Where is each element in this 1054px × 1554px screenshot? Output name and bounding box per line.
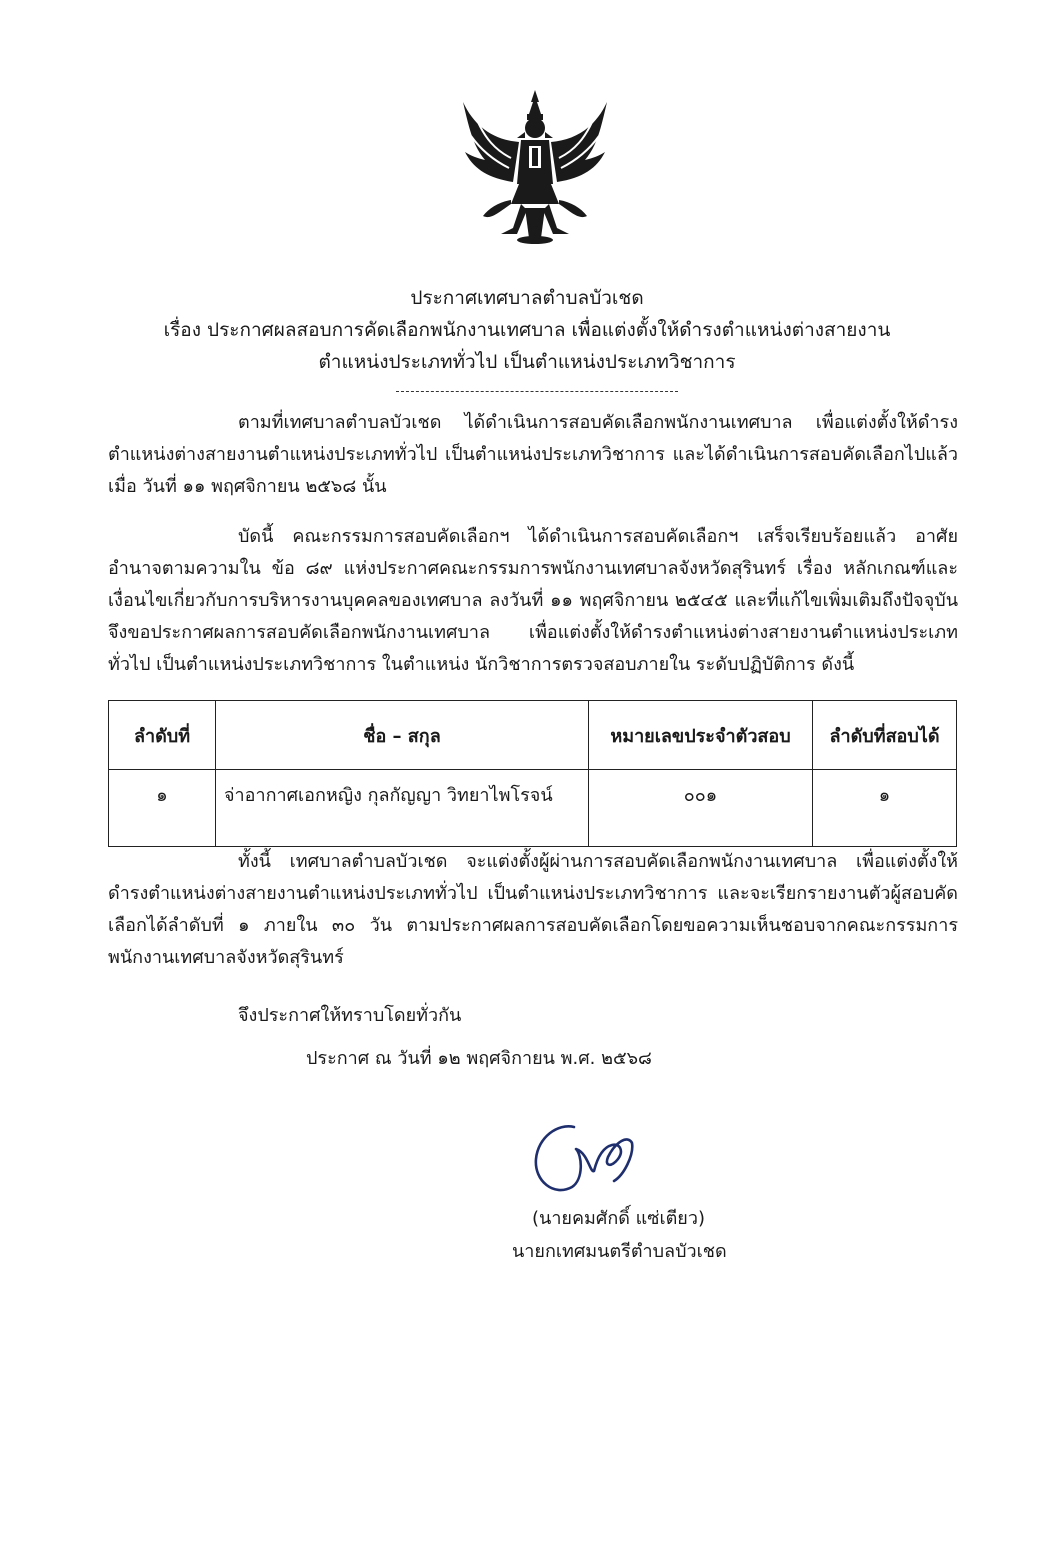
table-row: [109, 770, 957, 847]
garuda-emblem-icon: [455, 88, 615, 248]
cell-exam-id: ๐๐๑: [589, 770, 813, 847]
table-header-row: [109, 701, 957, 770]
announcement-date: ประกาศ ณ วันที่ ๑๒ พฤศจิกายน พ.ศ. ๒๕๖๘: [306, 1048, 652, 1069]
cell-name: จ่าอากาศเอกหญิง กุลกัญญา วิทยาไพโรจน์: [216, 770, 589, 847]
body-paragraph-1: ตามที่เทศบาลตำบลบัวเชด ได้ดำเนินการสอบคัดเลือกพนักงานเทศบาล เพื่อแต่งตั้งให้ดำรงตำแหน่งต่างสายงานตำแหน่งประเภททั่วไป เป็นตำแหน่งประเภทวิชาการ และได้ดำเนินการสอบคัดเลือกไปแล้วเมื่อ วันที่ ๑๑ พฤศจิกายน ๒๕๖๘ นั้น: [108, 412, 958, 497]
cell-order: ๑: [109, 770, 216, 847]
signatory-name: (นายคมศักดิ์ แซ่เตียว): [532, 1208, 705, 1229]
closing-announcement: จึงประกาศให้ทราบโดยทั่วกัน: [238, 1005, 462, 1026]
column-header-rank: ลำดับที่สอบได้: [813, 701, 957, 770]
body-paragraph-2: บัดนี้ คณะกรรมการสอบคัดเลือกฯ ได้ดำเนินการสอบคัดเลือกฯ เสร็จเรียบร้อยแล้ว อาศัยอำนาจตามความใน ข้อ ๘๙ แห่งประกาศคณะกรรมการพนักงานเทศบาลจังหวัดสุรินทร์ เรื่อง หลักเกณฑ์และเงื่อนไขเกี่ยวกับการบริหารงานบุคคลของเทศบาล ลงวันที่ ๑๑ พฤศจิกายน ๒๕๔๕ และที่แก้ไขเพิ่มเติมถึงปัจจุบัน จึงขอประกาศผลการสอบคัดเลือกพนักงานเทศบาล เพื่อแต่งตั้งให้ดำรงตำแหน่งต่างสายงานตำแหน่งประเภททั่วไป เป็นตำแหน่งประเภทวิชาการ ในตำแหน่ง นักวิชาการตรวจสอบภายใน ระดับปฏิบัติการ ดังนี้: [108, 526, 958, 675]
column-header-exam-id: หมายเลขประจำตัวสอบ: [589, 701, 813, 770]
column-header-order: ลำดับที่: [109, 701, 216, 770]
results-table: [108, 700, 957, 847]
body-paragraph-3: ทั้งนี้ เทศบาลตำบลบัวเชด จะแต่งตั้งผู้ผ่านการสอบคัดเลือกพนักงานเทศบาล เพื่อแต่งตั้งให้ดำรงตำแหน่งต่างสายงานตำแหน่งประเภททั่วไป เป็นตำแหน่งประเภทวิชาการ และจะเรียกรายงานตัวผู้สอบคัดเลือกได้ลำดับที่ ๑ ภายใน ๓๐ วัน ตามประกาศผลการสอบคัดเลือกโดยขอความเห็นชอบจากคณะกรรมการพนักงานเทศบาลจังหวัดสุรินทร์: [108, 851, 958, 968]
cell-rank: ๑: [813, 770, 957, 847]
handwritten-signature: [528, 1115, 638, 1205]
organization-title: ประกาศเทศบาลตำบลบัวเชด: [410, 287, 644, 309]
subject-line-continued: ตำแหน่งประเภททั่วไป เป็นตำแหน่งประเภทวิชาการ: [318, 351, 736, 373]
signatory-title: นายกเทศมนตรีตำบลบัวเชด: [512, 1241, 727, 1262]
column-header-name: ชื่อ – สกุล: [216, 701, 589, 770]
subject-line: เรื่อง ประกาศผลสอบการคัดเลือกพนักงานเทศบาล เพื่อแต่งตั้งให้ดำรงตำแหน่งต่างสายงาน: [163, 319, 891, 341]
dashed-divider: [396, 391, 678, 392]
